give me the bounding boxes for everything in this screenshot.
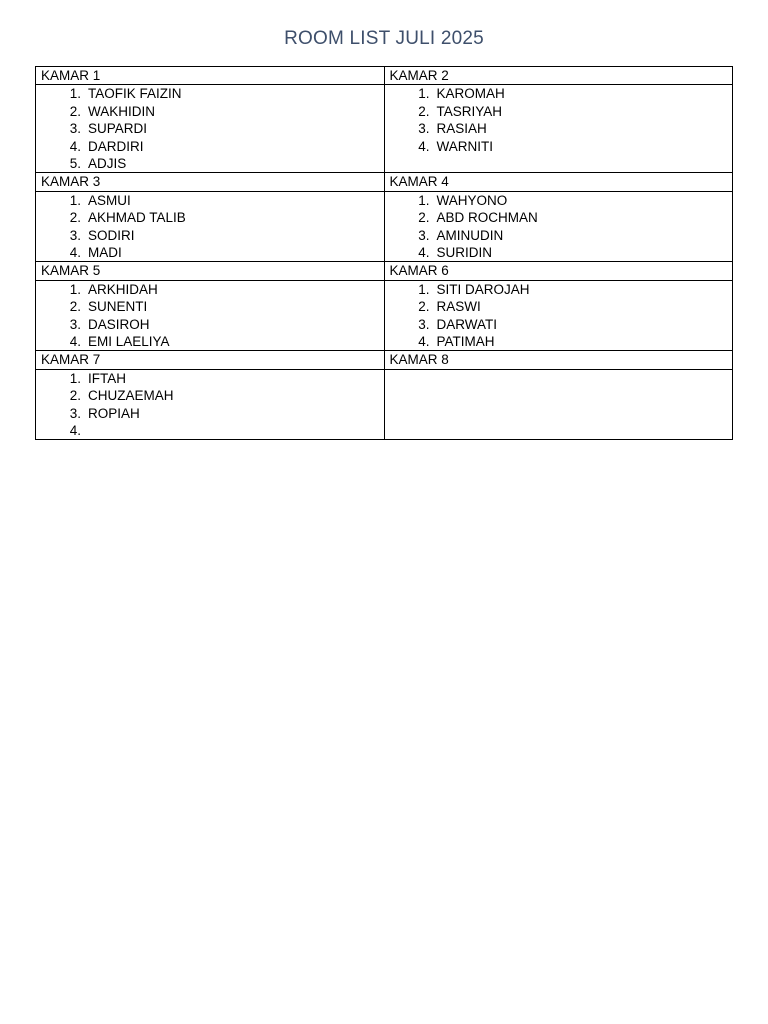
occupants-cell — [384, 280, 733, 351]
occupant-item — [36, 227, 384, 244]
occupant-item — [385, 281, 733, 298]
occupant-number: 4. — [418, 244, 430, 260]
occupant-number: 1. — [69, 192, 81, 208]
room-name: KAMAR 8 — [389, 352, 449, 368]
occupant-number: 1. — [418, 281, 430, 297]
occupant-item — [385, 209, 733, 226]
occupant-name: ABD ROCHMAN — [436, 210, 538, 226]
room-occupants-row — [36, 191, 733, 262]
occupant-item — [36, 209, 384, 226]
occupant-number: 1. — [69, 86, 81, 102]
occupant-item — [36, 370, 384, 387]
occupant-item — [385, 333, 733, 350]
occupant-number: 2. — [418, 299, 430, 315]
occupant-name: PATIMAH — [436, 333, 495, 349]
occupant-name: WAKHIDIN — [88, 103, 155, 119]
occupant-item — [36, 85, 384, 102]
occupant-item — [36, 333, 384, 350]
occupant-number: 3. — [418, 227, 430, 243]
occupant-name: RASWI — [436, 299, 481, 315]
occupant-name: DARDIRI — [88, 138, 144, 154]
occupants-cell — [384, 85, 733, 173]
room-occupants-row — [36, 369, 733, 440]
room-header-row — [36, 351, 733, 369]
occupant-number: 2. — [418, 210, 430, 226]
occupant-name: WARNITI — [436, 138, 493, 154]
occupant-name: ADJIS — [88, 155, 127, 171]
room-name: KAMAR 5 — [41, 263, 101, 279]
occupant-item — [385, 138, 733, 155]
occupant-name: SUPARDI — [88, 121, 148, 137]
occupant-name: DARWATI — [436, 316, 497, 332]
occupant-name: SITI DAROJAH — [436, 281, 530, 297]
occupants-cell — [36, 280, 385, 351]
room-name-cell — [384, 351, 733, 369]
occupant-name: EMI LAELIYA — [88, 333, 170, 349]
occupant-item — [385, 227, 733, 244]
occupant-number: 1. — [69, 370, 81, 386]
room-name-cell — [384, 173, 733, 191]
occupant-name: DASIROH — [88, 316, 150, 332]
room-occupants-row — [36, 85, 733, 173]
occupant-number: 2. — [69, 299, 81, 315]
occupant-list — [385, 85, 733, 155]
occupant-name: CHUZAEMAH — [88, 388, 174, 404]
occupant-list — [385, 281, 733, 351]
occupant-number: 1. — [69, 281, 81, 297]
occupant-name: TAOFIK FAIZIN — [88, 86, 182, 102]
occupant-item — [36, 244, 384, 261]
page-title: ROOM LIST JULI 2025 — [284, 28, 484, 49]
room-name-cell — [36, 173, 385, 191]
occupant-name: SUNENTI — [88, 299, 148, 315]
occupants-cell — [36, 85, 385, 173]
occupant-number: 2. — [69, 103, 81, 119]
room-name-cell — [384, 67, 733, 85]
room-name-cell — [36, 67, 385, 85]
occupant-number: 3. — [418, 316, 430, 332]
occupant-name: ARKHIDAH — [88, 281, 158, 297]
occupant-number: 2. — [418, 103, 430, 119]
occupant-item — [36, 155, 384, 172]
occupant-item — [36, 422, 384, 439]
occupant-item — [36, 316, 384, 333]
occupants-cell — [384, 369, 733, 440]
occupant-item — [385, 298, 733, 315]
occupant-item — [36, 138, 384, 155]
occupant-item — [36, 120, 384, 137]
occupant-number: 2. — [69, 210, 81, 226]
occupant-list — [385, 192, 733, 262]
room-name: KAMAR 7 — [41, 352, 101, 368]
occupant-number: 4. — [69, 138, 81, 154]
room-list-table — [35, 66, 733, 440]
occupant-name: MADI — [88, 244, 122, 260]
occupant-item — [385, 120, 733, 137]
occupant-name: ASMUI — [88, 192, 131, 208]
room-name-cell — [384, 262, 733, 280]
occupant-name: AKHMAD TALIB — [88, 210, 186, 226]
room-occupants-row — [36, 280, 733, 351]
occupant-number: 2. — [69, 388, 81, 404]
occupant-item — [36, 192, 384, 209]
occupant-item — [36, 103, 384, 120]
occupant-name: TASRIYAH — [436, 103, 503, 119]
occupant-number: 4. — [69, 244, 81, 260]
room-name: KAMAR 4 — [389, 174, 449, 190]
occupants-cell — [36, 369, 385, 440]
occupant-number: 4. — [418, 138, 430, 154]
occupant-name: KAROMAH — [436, 86, 505, 102]
occupant-name: ROPIAH — [88, 405, 140, 421]
occupant-name: SURIDIN — [436, 244, 493, 260]
occupant-number: 3. — [69, 316, 81, 332]
occupant-list — [36, 85, 384, 172]
occupant-number: 1. — [418, 192, 430, 208]
occupant-item — [385, 103, 733, 120]
room-header-row — [36, 173, 733, 191]
room-header-row — [36, 67, 733, 85]
occupant-number: 5. — [69, 155, 81, 171]
occupant-name: AMINUDIN — [436, 227, 504, 243]
occupant-item — [385, 192, 733, 209]
occupant-list — [36, 370, 384, 440]
occupant-item — [36, 405, 384, 422]
occupant-item — [385, 316, 733, 333]
room-name: KAMAR 3 — [41, 174, 101, 190]
room-name: KAMAR 6 — [389, 263, 449, 279]
occupant-list — [36, 192, 384, 262]
occupant-number: 3. — [418, 121, 430, 137]
room-header-row — [36, 262, 733, 280]
occupant-item — [36, 298, 384, 315]
occupant-item — [385, 244, 733, 261]
occupant-number: 3. — [69, 121, 81, 137]
occupants-cell — [384, 191, 733, 262]
occupant-number: 4. — [418, 333, 430, 349]
occupant-number: 4. — [69, 333, 81, 349]
occupant-list — [36, 281, 384, 351]
occupant-number: 4. — [69, 422, 81, 438]
room-table-body — [36, 67, 733, 440]
room-name: KAMAR 2 — [389, 68, 449, 83]
occupants-cell — [36, 191, 385, 262]
occupant-name: SODIRI — [88, 227, 135, 243]
room-name-cell — [36, 351, 385, 369]
occupant-number: 3. — [69, 227, 81, 243]
occupant-name: WAHYONO — [436, 192, 508, 208]
room-name: KAMAR 1 — [41, 68, 101, 83]
occupant-name: IFTAH — [88, 370, 126, 386]
occupant-number: 3. — [69, 405, 81, 421]
occupant-number: 1. — [418, 86, 430, 102]
room-name-cell — [36, 262, 385, 280]
occupant-item — [36, 281, 384, 298]
occupant-item — [385, 85, 733, 102]
occupant-name: RASIAH — [436, 121, 487, 137]
occupant-item — [36, 387, 384, 404]
